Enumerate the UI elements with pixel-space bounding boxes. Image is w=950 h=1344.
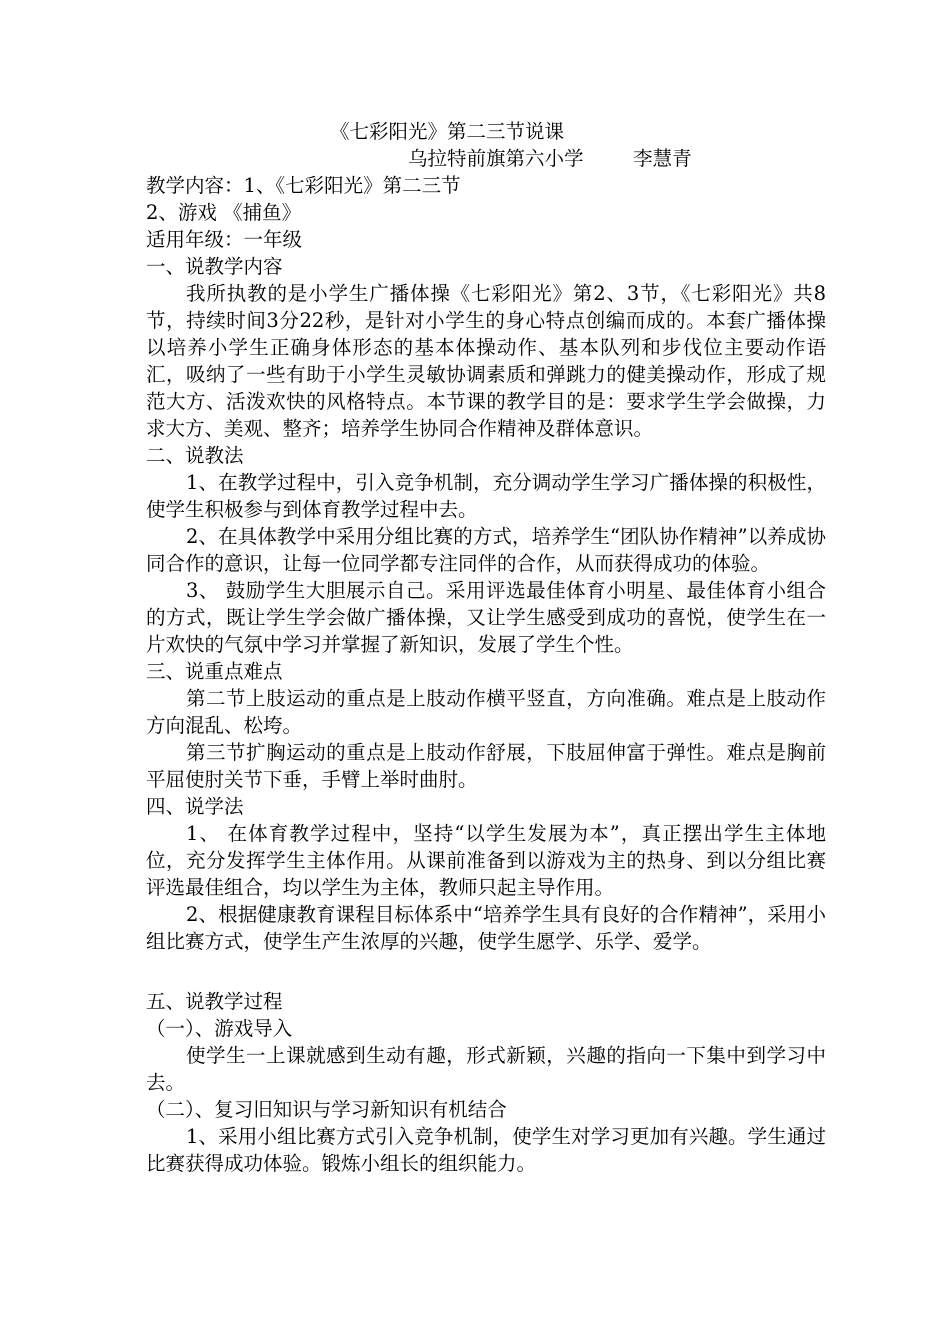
section-3-paragraph-2: 第三节扩胸运动的重点是上肢动作舒展，下肢屈伸富于弹性。难点是胸前平屈使肘关节下垂，手臂上举时曲肘。 <box>146 741 826 791</box>
section-1-heading: 一、说教学内容 <box>146 255 283 278</box>
teaching-content: 教学内容：1、《七彩阳光》第二三节 <box>146 174 461 197</box>
section-5-heading: 五、说教学过程 <box>146 990 283 1013</box>
section-5-sub-1-paragraph: 使学生一上课就感到生动有趣，形式新颖，兴趣的指向一下集中到学习中去。 <box>146 1044 826 1094</box>
document-page <box>146 118 826 1177</box>
blank-spacer <box>146 955 826 988</box>
section-1-paragraph: 我所执教的是小学生广播体操《七彩阳光》第2、3节，《七彩阳光》共8节，持续时间3分22秒，是针对小学生的身心特点创编而成的。本套广播体操以培养小学生正确身体形态的基本体操动作、基本队列和步伐位主要动作语汇，吸纳了一些有助于小学生灵敏协调素质和弹跳力的健美操动作，形成了规范大方、活泼欢快的风格特点。本节课的教学目的是：要求学生学会做操，力求大方、美观、整齐；培养学生协同合作精神及群体意识。 <box>146 282 826 440</box>
section-2-paragraph-2: 2、在具体教学中采用分组比赛的方式，培养学生“团队协作精神”以养成协同合作的意识，让每一位同学都专注同伴的合作，从而获得成功的体验。 <box>146 525 826 575</box>
section-4-heading: 四、说学法 <box>146 795 244 818</box>
section-5-subheading-1: （一）、游戏导入 <box>146 1017 293 1040</box>
author-line <box>146 145 826 172</box>
author-name: 李慧青 <box>633 147 692 170</box>
teaching-content-item-2: 2、游戏 《捕鱼》 <box>146 201 302 224</box>
section-4-paragraph-1: 1、 在体育教学过程中，坚持“以学生发展为本”，真正摆出学生主体地位，充分发挥学生主体作用。从课前准备到以游戏为主的热身、到以分组比赛评选最佳组合，均以学生为主体，教师只起主导作用。 <box>146 822 826 899</box>
section-2-paragraph-3: 3、 鼓励学生大胆展示自己。采用评选最佳体育小明星、最佳体育小组合的方式，既让学生学会做广播体操，又让学生感受到成功的喜悦，使学生在一片欢快的气氛中学习并掌握了新知识，发展了学生个性。 <box>146 579 826 656</box>
section-2-paragraph-1: 1、在教学过程中，引入竞争机制，充分调动学生学习广播体操的积极性，使学生积极参与到体育教学过程中去。 <box>146 471 826 521</box>
section-2-heading: 二、说教法 <box>146 444 244 467</box>
section-3-paragraph-1: 第二节上肢运动的重点是上肢动作横平竖直，方向准确。难点是上肢动作方向混乱、松垮。 <box>146 687 826 737</box>
school-name: 乌拉特前旗第六小学 <box>408 147 584 170</box>
section-3-heading: 三、说重点难点 <box>146 660 283 683</box>
section-4-paragraph-2: 2、根据健康教育课程目标体系中“培养学生具有良好的合作精神”，采用小组比赛方式，使学生产生浓厚的兴趣，使学生愿学、乐学、爱学。 <box>146 903 826 953</box>
section-5-sub-2-paragraph: 1、采用小组比赛方式引入竞争机制，使学生对学习更加有兴趣。学生通过比赛获得成功体验。锻炼小组长的组织能力。 <box>146 1125 826 1175</box>
section-5-subheading-2: （二）、复习旧知识与学习新知识有机结合 <box>146 1098 507 1121</box>
document-title: 《七彩阳光》第二三节说课 <box>330 120 565 143</box>
grade-level: 适用年级：一年级 <box>146 228 303 251</box>
